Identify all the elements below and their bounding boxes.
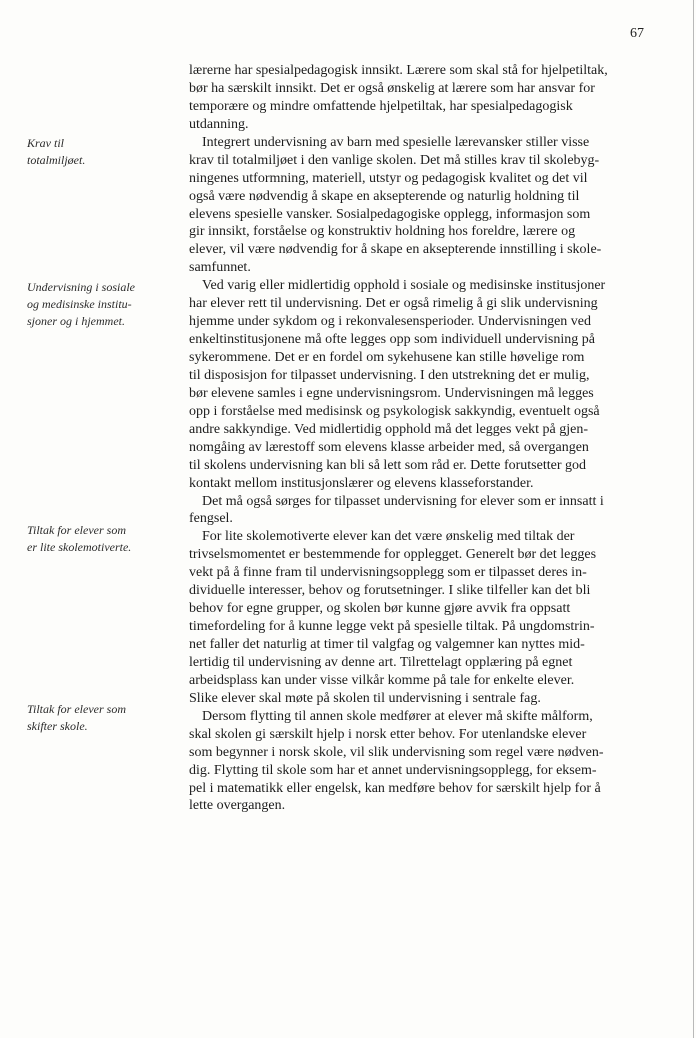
body-line: dig. Flytting til skole som har et annet undervisningsopplegg, for eksem-: [189, 762, 597, 778]
body-line: fengsel.: [189, 511, 233, 527]
body-line: pel i matematikk eller engelsk, kan medføre behov for særskilt hjelp for å: [189, 780, 601, 796]
body-line: Det må også sørges for tilpasset undervisning for elever som er innsatt i: [202, 493, 604, 509]
body-line: elevens spesielle vansker. Sosialpedagogiske opplegg, informasjon som: [189, 206, 591, 222]
body-line: gir innsikt, forståelse og konstruktiv holdning hos foreldre, lærere og: [189, 224, 576, 240]
body-line: sykerommene. Det er en fordel om sykehusene kan stille høvelige rom: [189, 350, 585, 365]
body-line: som begynner i norsk skole, vil slik undervisning som regel være nødven-: [189, 744, 604, 760]
body-line: andre sakkyndige. Ved midlertidig opphold må det legges vekt på gjen-: [189, 421, 589, 437]
body-line: også være nødvendig å skape en aksepterende og naturlig holdning til: [189, 188, 580, 204]
body-line: ningenes utformning, materiell, utstyr og pedagogisk kvalitet og det vil: [189, 170, 588, 186]
margin-note-line: Tiltak for elever som: [27, 702, 126, 716]
body-line: timefordeling for å kunne legge vekt på spesielle tiltak. På ungdomstrin-: [189, 619, 595, 635]
body-line: utdanning.: [189, 116, 249, 132]
body-line: temporære og mindre omfattende hjelpetiltak, har spesialpedagogisk: [189, 98, 573, 114]
body-line: elever, vil være nødvendig for å skape en aksepterende innstilling i skole-: [189, 242, 602, 258]
body-line: Integrert undervisning av barn med spesielle lærevansker stiller visse: [202, 134, 590, 150]
body-line: Dersom flytting til annen skole medfører at elever må skifte målform,: [202, 708, 593, 724]
body-line: bør elevene samles i egne undervisningsrom. Undervisningen må legges: [189, 385, 594, 401]
page-number: 67: [630, 26, 644, 41]
margin-note-skifter-skole: [27, 701, 167, 735]
margin-note-line: Tiltak for elever som: [27, 523, 126, 537]
margin-note-line: Undervisning i sosiale: [27, 280, 135, 294]
margin-note-totalmiljo: [27, 135, 167, 169]
body-line: bør ha særskilt innsikt. Det er også ønskelig at lærere som har ansvar for: [189, 80, 595, 96]
body-line: behov for egne grupper, og skolen bør kunne gjøre avvik fra oppsatt: [189, 601, 571, 617]
body-line: trivselsmomentet er bestemmende for opplegget. Generelt bør det legges: [189, 547, 597, 563]
body-text: [189, 62, 649, 815]
body-line: nomgåing av lærestoff som elevens klasse arbeider med, så overgangen: [189, 439, 589, 455]
body-line: samfunnet.: [189, 260, 251, 276]
body-line: enkeltinstitusjonene må ofte legges opp som individuell undervisning på: [189, 332, 595, 348]
body-line: har elever rett til undervisning. Det er også rimelig å gi slik undervisning: [189, 296, 598, 312]
body-line: For lite skolemotiverte elever kan det være ønskelig med tiltak der: [202, 529, 575, 545]
body-line: til disposisjon for tilpasset undervisning. I den utstrekning det er mulig,: [189, 367, 590, 383]
margin-note-lite-skolemotiverte: [27, 522, 167, 556]
body-line: skal skolen gi særskilt hjelp i norsk etter behov. For utenlandske elever: [189, 726, 587, 742]
margin-note-line: skifter skole.: [27, 719, 88, 733]
body-line: opp i forståelse med medisinsk og psykologisk sakkyndig, eventuelt også: [189, 403, 600, 419]
body-line: arbeidsplass kan under visse vilkår komme på tale for enkelte elever.: [189, 672, 575, 688]
body-line: dividuelle interesser, behov og forutsetninger. I slike tilfeller kan det bli: [189, 583, 591, 599]
body-line: lærerne har spesialpedagogisk innsikt. Lærere som skal stå for hjelpetiltak,: [189, 63, 608, 78]
margin-note-line: Krav til: [27, 136, 65, 150]
body-line: net faller det naturlig at timer til valgfag og valgemner kan nyttes mid-: [189, 637, 585, 652]
body-line: Ved varig eller midlertidig opphold i sosiale og medisinske institusjoner: [202, 278, 606, 294]
body-line: til skolens undervisning kan bli så lett som råd er. Dette forutsetter god: [189, 457, 586, 473]
body-line: krav til totalmiljøet i den vanlige skolen. Det må stilles krav til skolebyg-: [189, 152, 600, 168]
margin-note-line: er lite skolemotiverte.: [27, 540, 132, 554]
body-line: kontakt mellom institusjonslærer og elevens klasseforstander.: [189, 475, 534, 491]
page-edge-line: [693, 0, 694, 1038]
margin-note-line: og medisinske institu-: [27, 297, 132, 311]
margin-note-line: sjoner og i hjemmet.: [27, 314, 125, 328]
body-line: lertidig til undervisning av denne art. Tilrettelagt opplæring på egnet: [189, 654, 573, 670]
margin-note-undervisning-institusjoner: [27, 279, 167, 330]
body-line: lette overgangen.: [189, 798, 286, 814]
body-line: vekt på å finne fram til undervisningsopplegg som er tilpasset deres in-: [189, 565, 587, 581]
body-line: hjemme under sykdom og i rekonvalesensperioder. Undervisningen ved: [189, 314, 592, 330]
margin-note-line: totalmiljøet.: [27, 153, 86, 167]
body-line: Slike elever skal møte på skolen til undervisning i sentrale fag.: [189, 690, 541, 706]
